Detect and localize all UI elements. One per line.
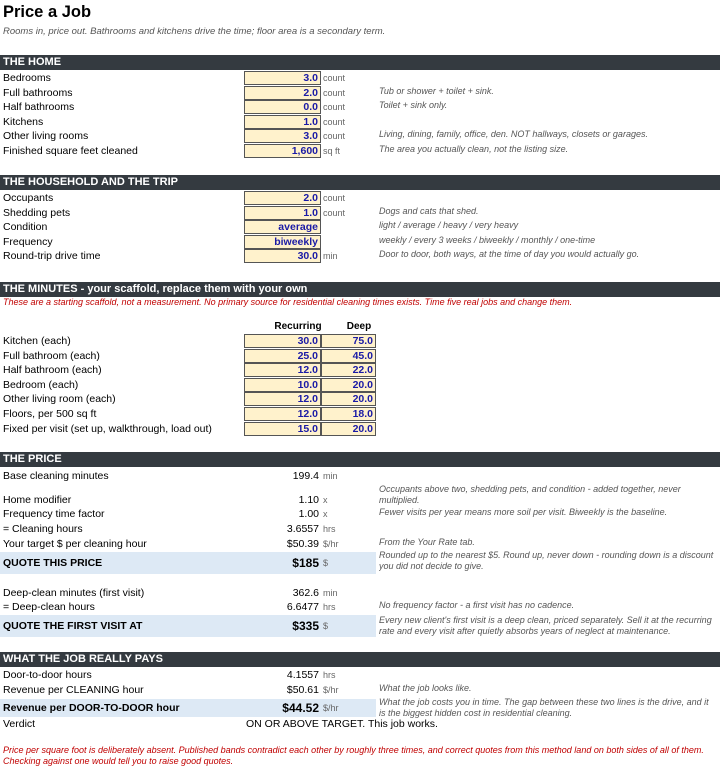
minutes-row-label: Full bathroom (each): [3, 349, 100, 362]
section-heading-household: THE HOUSEHOLD AND THE TRIP: [0, 175, 720, 190]
frequency-factor-row: [0, 507, 720, 521]
target-rate-note: From the Your Rate tab.: [379, 537, 475, 547]
page-title: Price a Job: [3, 3, 92, 21]
household-row-label: Occupants: [3, 192, 54, 204]
home-row: [0, 144, 720, 158]
minutes-row-label: Half bathroom (each): [3, 364, 102, 377]
deep-minutes-label: Deep-clean minutes (first visit): [3, 587, 145, 599]
rev-cleaning-value: $50.61: [286, 684, 319, 696]
recurring-minutes-input[interactable]: 10.0: [244, 378, 321, 392]
door-hours-row: [0, 668, 720, 682]
minutes-row-label: Bedroom (each): [3, 378, 79, 391]
target-rate-row: [0, 537, 720, 551]
base-minutes-label: Base cleaning minutes: [3, 470, 109, 482]
frequency-factor-label: Frequency time factor: [3, 508, 105, 520]
quote-price-value: $185: [292, 556, 319, 570]
home-row-label: Kitchens: [3, 115, 44, 128]
home-input-cell[interactable]: 0.0: [244, 100, 321, 114]
home-row-label: Finished square feet cleaned: [3, 145, 138, 157]
household-row: [0, 249, 720, 263]
household-row-label: Round-trip drive time: [3, 250, 101, 263]
target-rate-unit: $/hr: [323, 539, 339, 549]
target-rate-label: Your target $ per cleaning hour: [3, 538, 147, 550]
home-unit: count: [323, 102, 346, 113]
household-row: [0, 220, 720, 234]
household-note: Dogs and cats that shed.: [379, 205, 479, 216]
minutes-row: [0, 349, 720, 363]
household-unit: min: [323, 251, 338, 262]
home-row: [0, 86, 720, 100]
home-input-cell[interactable]: 3.0: [244, 129, 321, 143]
home-input-cell[interactable]: 2.0: [244, 86, 321, 100]
rev-door-value: $44.52: [282, 701, 319, 715]
section-heading-pays: WHAT THE JOB REALLY PAYS: [0, 652, 720, 667]
section-heading-home: THE HOME: [0, 55, 720, 70]
recurring-minutes-input[interactable]: 30.0: [244, 334, 321, 348]
rev-door-unit: $/hr: [323, 703, 339, 713]
household-input-cell[interactable]: 30.0: [244, 249, 321, 263]
rev-cleaning-unit: $/hr: [323, 685, 339, 695]
first-visit-row: [0, 615, 376, 637]
target-rate-value: $50.39: [286, 538, 319, 550]
recurring-minutes-input[interactable]: 12.0: [244, 363, 321, 377]
rev-door-row: [0, 699, 376, 717]
household-row: [0, 191, 720, 205]
minutes-row: [0, 334, 720, 348]
home-unit: count: [323, 73, 346, 83]
household-note: light / average / heavy / very heavy: [379, 220, 519, 231]
page-subtitle: Rooms in, price out. Bathrooms and kitchens drive the time; floor area is a secondary term.: [3, 26, 386, 37]
household-row-label: Frequency: [3, 235, 53, 248]
door-hours-value: 4.1557: [286, 669, 319, 681]
home-row: [0, 115, 720, 129]
deep-minutes-input[interactable]: 20.0: [321, 422, 376, 436]
home-row-label: Full bathrooms: [3, 86, 73, 99]
rev-door-note: What the job costs you in time. The gap between these two lines is the drive, and it is the biggest hidden cost in residential cleaning.: [379, 697, 709, 718]
deep-minutes-row: [0, 586, 720, 600]
home-row: [0, 71, 720, 85]
home-input-cell[interactable]: 1,600: [244, 144, 321, 158]
recurring-minutes-input[interactable]: 12.0: [244, 407, 321, 421]
recurring-minutes-input[interactable]: 12.0: [244, 392, 321, 406]
deep-minutes-unit: min: [323, 588, 338, 598]
base-minutes-unit: min: [323, 471, 338, 481]
door-hours-unit: hrs: [323, 670, 336, 680]
quote-price-row: [0, 552, 376, 574]
deep-minutes-input[interactable]: 18.0: [321, 407, 376, 421]
footer-note: Price per square foot is deliberately absent. Published bands contradict each other by roughly three times, and correct quotes from this method land on both sides of all of them. Checking against one would tell you to raise good quotes.: [3, 745, 704, 766]
household-row: [0, 235, 720, 249]
deep-hours-unit: hrs: [323, 602, 336, 612]
rev-door-label: Revenue per DOOR-TO-DOOR hour: [3, 702, 180, 714]
minutes-row-label: Kitchen (each): [3, 335, 71, 347]
rev-cleaning-row: [0, 683, 720, 697]
door-hours-label: Door-to-door hours: [3, 669, 92, 681]
cleaning-hours-value: 3.6557: [286, 523, 319, 535]
recurring-minutes-input[interactable]: 25.0: [244, 349, 321, 363]
verdict-row: [0, 717, 720, 731]
minutes-row: [0, 363, 720, 377]
base-minutes-value: 199.4: [292, 470, 319, 482]
household-row: [0, 206, 720, 220]
home-modifier-row: [0, 493, 720, 507]
quote-price-unit: $: [323, 558, 329, 568]
minutes-row-label: Other living room (each): [3, 393, 116, 406]
recurring-minutes-input[interactable]: 15.0: [244, 422, 321, 436]
frequency-factor-unit: x: [323, 509, 328, 519]
first-visit-unit: $: [323, 621, 329, 631]
minutes-row-label: Fixed per visit (set up, walkthrough, load out): [3, 422, 212, 435]
home-row-label: Other living rooms: [3, 130, 89, 143]
minutes-row: [0, 407, 720, 421]
home-note: Toilet + sink only.: [379, 100, 448, 111]
home-row: [0, 129, 720, 143]
deep-hours-note: No frequency factor - a first visit has no cadence.: [379, 600, 575, 610]
rev-cleaning-note: What the job looks like.: [379, 683, 472, 693]
home-row-label: Bedrooms: [3, 72, 51, 84]
deep-minutes-input[interactable]: 20.0: [321, 378, 376, 392]
cleaning-hours-label: = Cleaning hours: [3, 523, 83, 535]
household-input-cell[interactable]: 1.0: [244, 206, 321, 220]
rev-cleaning-label: Revenue per CLEANING hour: [3, 684, 144, 696]
quote-price-label: QUOTE THIS PRICE: [3, 557, 103, 569]
home-modifier-label: Home modifier: [3, 494, 72, 506]
deep-minutes-input[interactable]: 45.0: [321, 349, 376, 363]
home-row: [0, 100, 720, 114]
deep-minutes-input[interactable]: 22.0: [321, 363, 376, 377]
home-input-cell[interactable]: 1.0: [244, 115, 321, 129]
base-minutes-row: [0, 469, 720, 483]
deep-minutes-value: 362.6: [292, 587, 319, 599]
minutes-row: [0, 378, 720, 392]
household-unit: count: [323, 193, 346, 203]
home-unit: sq ft: [323, 146, 341, 156]
home-modifier-unit: x: [323, 495, 328, 505]
col-header-deep: Deep: [346, 321, 372, 332]
section-heading-price: THE PRICE: [0, 452, 720, 467]
household-note: Door to door, both ways, at the time of day you would actually go.: [379, 249, 640, 260]
deep-hours-value: 6.6477: [286, 601, 319, 613]
minutes-row-label: Floors, per 500 sq ft: [3, 408, 97, 420]
quote-price-note: Rounded up to the nearest $5. Round up, never down - rounding down is a discount you did not decide to give.: [379, 550, 714, 571]
section-heading-minutes: THE MINUTES - your scaffold, replace them with your own: [0, 282, 720, 297]
household-row-label: Condition: [3, 221, 48, 234]
first-visit-note: Every new client's first visit is a deep clean, priced separately. Sell it at the recurring rate and every visit after quietly absorbs years of neglect at maintenance.: [379, 615, 712, 636]
frequency-factor-note: Fewer visits per year means more soil per visit. Biweekly is the baseline.: [379, 507, 668, 517]
home-unit: count: [323, 87, 346, 98]
minutes-warning: These are a starting scaffold, not a measurement. No primary source for residential cleaning times exists. Time five real jobs and change them.: [3, 297, 573, 307]
home-unit: count: [323, 116, 346, 127]
household-input-cell[interactable]: biweekly: [244, 235, 321, 249]
first-visit-label: QUOTE THE FIRST VISIT AT: [3, 620, 143, 632]
col-header-recurring: Recurring: [274, 321, 322, 332]
minutes-row: [0, 392, 720, 406]
household-note: weekly / every 3 weeks / biweekly / monthly / one-time: [379, 234, 596, 245]
cleaning-hours-row: [0, 522, 720, 536]
home-modifier-value: 1.10: [298, 494, 319, 506]
cleaning-hours-unit: hrs: [323, 524, 336, 534]
household-row-label: Shedding pets: [3, 206, 71, 219]
home-modifier-note: Occupants above two, shedding pets, and condition - added together, never multiplied.: [379, 484, 681, 505]
home-note: Tub or shower + toilet + sink.: [379, 85, 494, 96]
home-note: Living, dining, family, office, den. NOT hallways, closets or garages.: [379, 129, 648, 140]
household-input-cell[interactable]: average: [244, 220, 321, 234]
home-input-cell[interactable]: 3.0: [244, 71, 321, 85]
home-note: The area you actually clean, not the listing size.: [379, 144, 569, 154]
verdict-value: ON OR ABOVE TARGET. This job works.: [246, 718, 438, 730]
minutes-row: [0, 422, 720, 436]
household-unit: count: [323, 207, 346, 218]
home-unit: count: [323, 131, 346, 142]
deep-minutes-input[interactable]: 20.0: [321, 392, 376, 406]
home-row-label: Half bathrooms: [3, 101, 75, 114]
deep-hours-label: = Deep-clean hours: [3, 601, 95, 613]
first-visit-value: $335: [292, 619, 319, 633]
frequency-factor-value: 1.00: [298, 508, 319, 520]
deep-minutes-input[interactable]: 75.0: [321, 334, 376, 348]
deep-hours-row: [0, 600, 720, 614]
household-input-cell[interactable]: 2.0: [244, 191, 321, 205]
verdict-label: Verdict: [3, 718, 36, 730]
